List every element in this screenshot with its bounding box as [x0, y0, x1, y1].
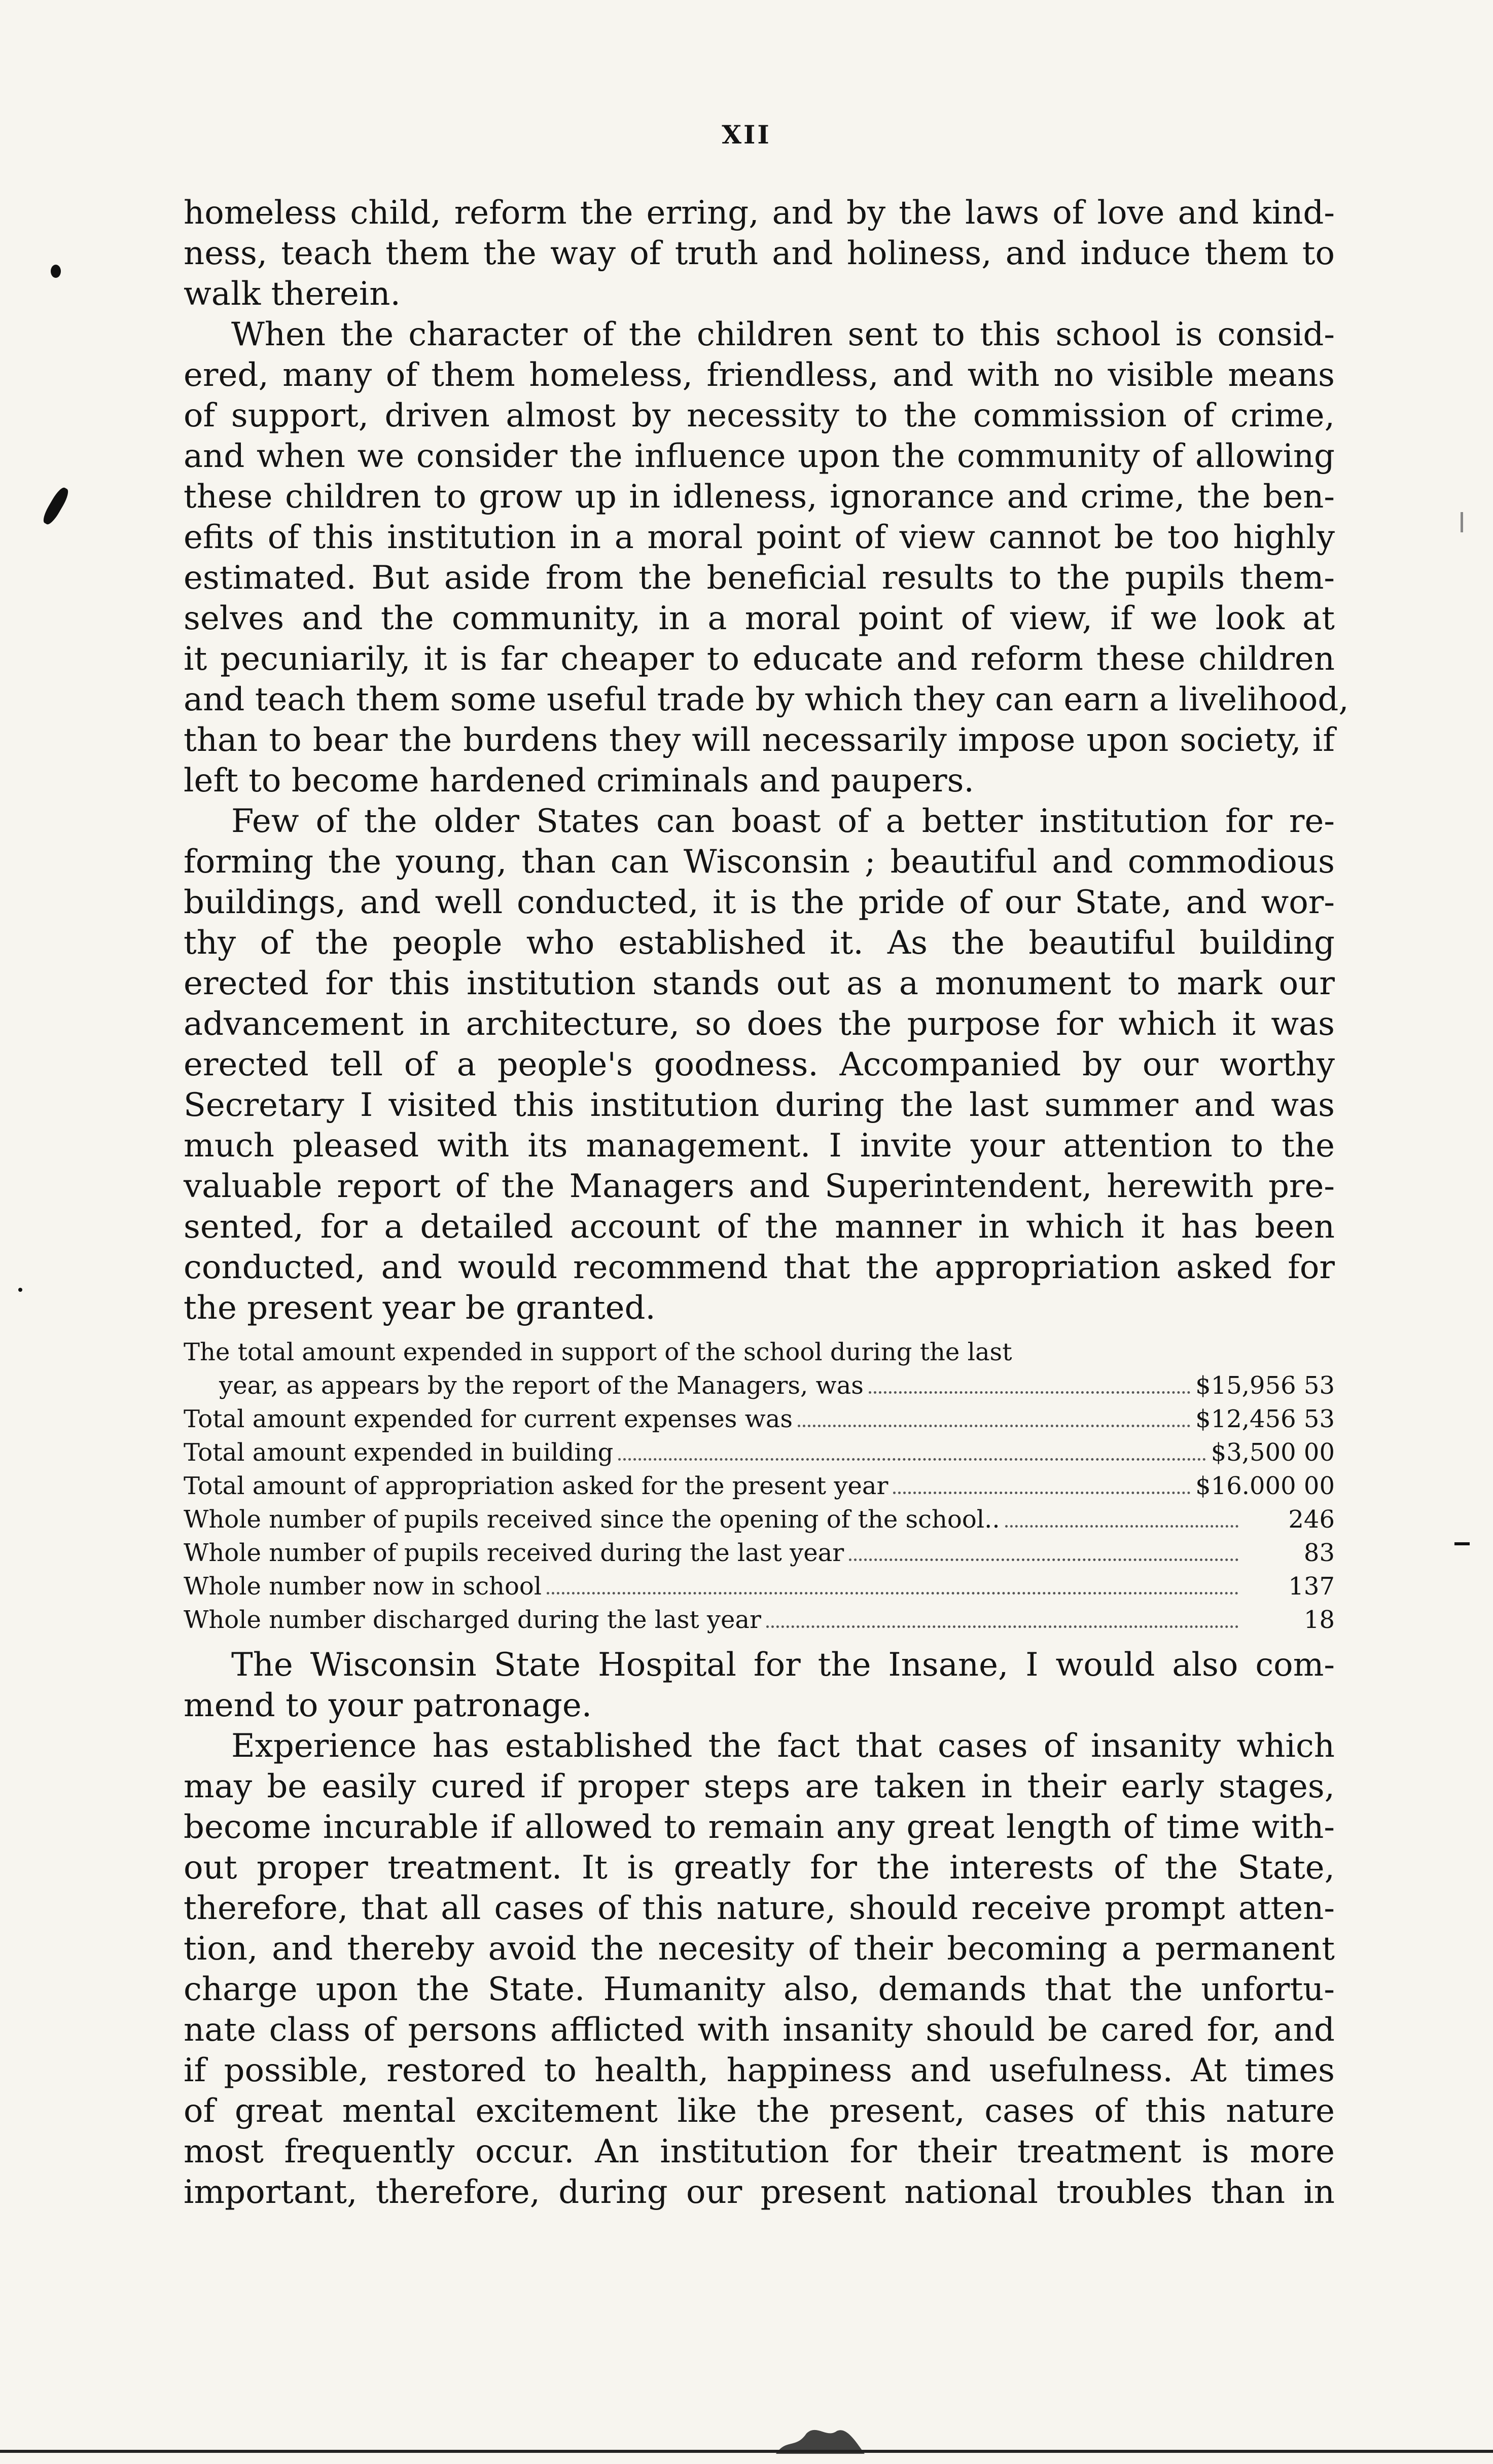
statistics-value: $3,500 00 — [1211, 1438, 1335, 1467]
text-line: if possible, restored to health, happiness and usefulness. At times — [184, 2052, 1335, 2089]
dot-leader — [798, 1425, 1190, 1427]
text-line: When the character of the children sent to this school is consid- — [231, 316, 1335, 353]
statistics-label: Total amount expended for current expenses was — [184, 1405, 793, 1433]
text-line: it pecuniarily, it is far cheaper to educate and reform these children — [184, 640, 1335, 678]
statistics-row — [184, 1469, 1335, 1503]
statistics-row — [184, 1436, 1335, 1469]
dot-leader — [869, 1391, 1190, 1394]
text-line: of support, driven almost by necessity to the commission of crime, — [184, 397, 1335, 434]
statistics-row — [184, 1603, 1335, 1637]
dot-leader — [893, 1492, 1190, 1494]
statistics-value: 137 — [1288, 1572, 1335, 1601]
text-line: become incurable if allowed to remain any great length of time with- — [184, 1808, 1335, 1846]
text-line: valuable report of the Managers and Superintendent, herewith pre- — [184, 1168, 1335, 1205]
text-line: tion, and thereby avoid the necesity of their becoming a permanent — [184, 1930, 1335, 1968]
statistics-row — [184, 1369, 1335, 1402]
statistics-table — [184, 1335, 1335, 1637]
ink-blot — [771, 2418, 867, 2459]
text-line: these children to grow up in idleness, ignorance and crime, the ben- — [184, 478, 1335, 516]
statistics-value: 83 — [1303, 1539, 1335, 1567]
text-line: walk therein. — [184, 275, 401, 313]
text-line: advancement in architecture, so does the purpose for which it was — [184, 1005, 1335, 1043]
text-line: thy of the people who established it. As the beautiful building — [184, 924, 1335, 962]
text-line: forming the young, than can Wisconsin ; beautiful and commodious — [184, 843, 1335, 881]
text-line: sented, for a detailed account of the manner in which it has been — [184, 1208, 1335, 1246]
margin-tick — [1461, 512, 1463, 532]
page-bottom-edge — [0, 2450, 1493, 2453]
paragraph — [184, 1726, 1335, 2213]
text-line: important, therefore, during our present national troubles than in — [184, 2173, 1335, 2211]
text-line: erected for this institution stands out as a monument to mark our — [184, 965, 1335, 1002]
text-line: ered, many of them homeless, friendless, and with no visible means — [184, 356, 1335, 394]
text-line: charge upon the State. Humanity also, demands that the unfortu- — [184, 1971, 1335, 2008]
statistics-row — [184, 1570, 1335, 1603]
text-line: of great mental excitement like the present, cases of this nature — [184, 2092, 1335, 2130]
page-number: XII — [722, 120, 771, 150]
statistics-value: $12,456 53 — [1195, 1405, 1335, 1433]
statistics-label: Whole number of pupils received during the last year — [184, 1539, 844, 1567]
text-line: buildings, and well conducted, it is the pride of our State, and wor- — [184, 884, 1335, 921]
text-line: ness, teach them the way of truth and holiness, and induce them to — [184, 235, 1335, 272]
statistics-value: $16.000 00 — [1195, 1472, 1335, 1500]
text-line: estimated. But aside from the beneficial results to the pupils them- — [184, 559, 1335, 597]
text-line: may be easily cured if proper steps are taken in their early stages, — [184, 1768, 1335, 1805]
ink-speck — [18, 1288, 22, 1292]
text-line: the present year be granted. — [184, 1289, 656, 1327]
text-line: selves and the community, in a moral point of view, if we look at — [184, 600, 1335, 637]
ink-spot — [51, 265, 61, 278]
statistics-intro: The total amount expended in support of the school during the last — [184, 1338, 1012, 1366]
statistics-row — [184, 1402, 1335, 1436]
dot-leader — [1005, 1525, 1238, 1528]
dot-leader — [766, 1625, 1238, 1628]
dot-leader — [547, 1592, 1238, 1595]
text-line: conducted, and would recommend that the appropriation asked for — [184, 1249, 1335, 1286]
text-line: left to become hardened criminals and paupers. — [184, 762, 974, 800]
statistics-label: year, as appears by the report of the Managers, was — [219, 1371, 864, 1400]
text-line: homeless child, reform the erring, and by the laws of love and kind- — [184, 194, 1335, 232]
statistics-row — [184, 1503, 1335, 1536]
ink-mark — [41, 485, 72, 526]
text-line: The Wisconsin State Hospital for the Insane, I would also com- — [231, 1646, 1335, 1684]
statistics-value: 246 — [1288, 1505, 1335, 1534]
text-line: mend to your patronage. — [184, 1687, 592, 1724]
text-line: efits of this institution in a moral point of view cannot be too highly — [184, 519, 1335, 556]
text-line: much pleased with its management. I invite your attention to the — [184, 1127, 1335, 1165]
paragraph — [184, 314, 1349, 801]
body-text — [184, 193, 1349, 2213]
paragraph — [184, 1645, 1335, 1726]
text-line: Few of the older States can boast of a better institution for re- — [231, 803, 1335, 840]
statistics-value: 18 — [1303, 1606, 1335, 1634]
statistics-row — [184, 1536, 1335, 1570]
statistics-label: Whole number of pupils received since the opening of the school.. — [184, 1505, 1000, 1534]
text-line: and when we consider the influence upon the community of allowing — [184, 438, 1335, 475]
text-line: and teach them some useful trade by which they can earn a livelihood, — [184, 681, 1349, 718]
text-line: out proper treatment. It is greatly for the interests of the State, — [184, 1849, 1335, 1887]
text-line: therefore, that all cases of this nature, should receive prompt atten- — [184, 1890, 1335, 1927]
statistics-label: Whole number now in school — [184, 1572, 542, 1601]
text-line: erected tell of a people's goodness. Accompanied by our worthy — [184, 1046, 1335, 1083]
text-line: Experience has established the fact that cases of insanity which — [231, 1727, 1335, 1765]
paragraph — [184, 193, 1335, 314]
margin-dash — [1454, 1542, 1470, 1545]
statistics-label: Total amount of appropriation asked for the present year — [184, 1472, 888, 1500]
text-line: most frequently occur. An institution for their treatment is more — [184, 2133, 1335, 2170]
dot-leader — [618, 1458, 1205, 1461]
text-line: nate class of persons afflicted with insanity should be cared for, and — [184, 2011, 1335, 2049]
text-line: than to bear the burdens they will necessarily impose upon society, if — [184, 721, 1335, 759]
text-line: Secretary I visited this institution during the last summer and was — [184, 1086, 1335, 1124]
dot-leader — [849, 1559, 1238, 1561]
statistics-label: Total amount expended in building — [184, 1438, 614, 1467]
statistics-value: $15,956 53 — [1195, 1371, 1335, 1400]
paragraph — [184, 801, 1335, 1328]
statistics-label: Whole number discharged during the last year — [184, 1606, 761, 1634]
